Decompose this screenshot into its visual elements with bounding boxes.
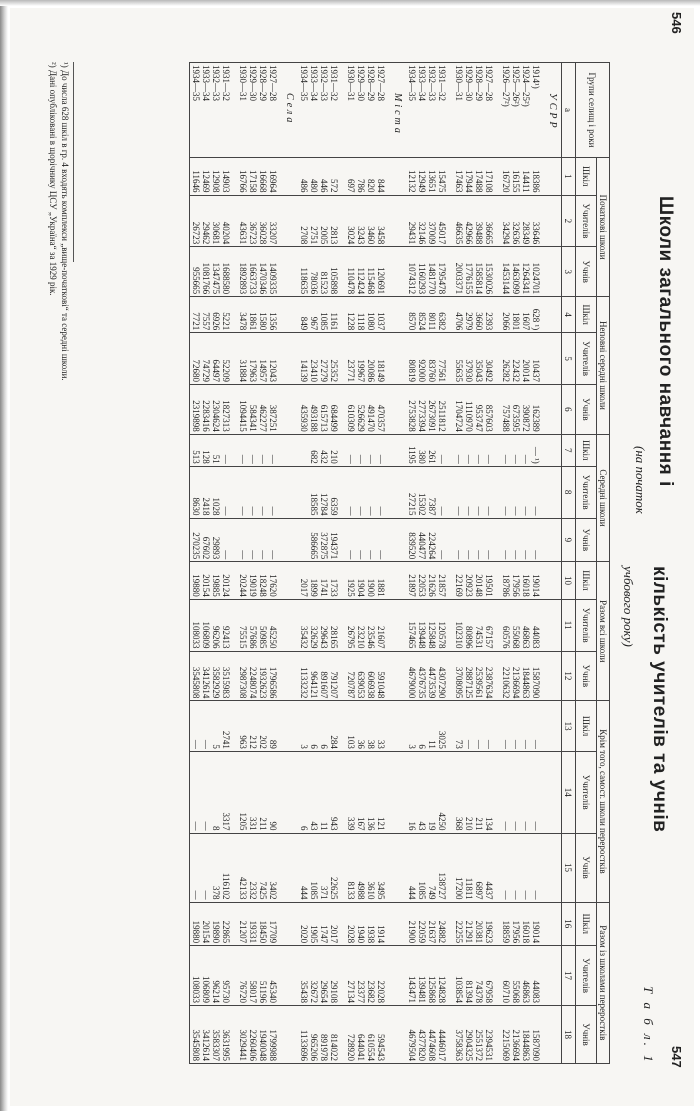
table-cell: 77561 83760 92000 80819: [406, 333, 453, 385]
column-number: 6: [562, 384, 576, 434]
column-number: 13: [562, 701, 576, 752]
table-cell: 90 211 331 1205: [237, 751, 284, 833]
empty-cell: [547, 518, 562, 562]
column-number: 5: [562, 333, 576, 385]
table-cell: 33646 28349 32636 34294: [500, 195, 547, 247]
row-years-label: 1927—28 1928—29 1929—30 1930—31: [345, 63, 392, 158]
table-row-block: [190, 63, 238, 1064]
table-cell: 5221 6926 7557 7721: [190, 297, 238, 333]
empty-cell: [392, 434, 406, 466]
table-cell: 162389 390872 673595 757488: [500, 384, 547, 434]
table-cell: 1530026 1585814 1776155 2003371: [453, 247, 500, 297]
table-subtitle-left: (на початок: [633, 446, 648, 514]
table-cell: 284 6 6 3: [298, 701, 345, 752]
section-label-ussr: УСРР: [547, 63, 562, 158]
table-cell: 10437 20014 22432 26282: [500, 333, 547, 385]
empty-cell: [547, 701, 562, 752]
empty-cell: [284, 1006, 298, 1064]
subheader-schools: Шкіл: [576, 434, 597, 466]
table-cell: 2394531 2551372 2904325 3758363: [453, 1006, 500, 1064]
header-total: Разом із школами переростків: [597, 902, 610, 1063]
empty-cell: [284, 434, 298, 466]
empty-cell: [284, 384, 298, 434]
section-row: [547, 63, 562, 1064]
table-cell: 194371 372875 586665: [298, 518, 345, 562]
table-cell: 33207 36028 36723 43631: [237, 195, 284, 247]
table-cell: 470357 491470 526629 610309: [345, 384, 392, 434]
subheader-teachers: Учителів: [576, 333, 597, 385]
table-cell: 17620 18248 19019 20244: [237, 562, 284, 600]
table-cell: — — — 73: [453, 701, 500, 752]
table-cell: 1733 1741 1899 2017: [298, 562, 345, 600]
table-row-block: [345, 63, 392, 1064]
subheader-pupils: Учнів: [576, 651, 597, 701]
table-cell: 6359 12784 18585: [298, 466, 345, 518]
table-cell: 3458 3460 3243 3024: [345, 195, 392, 247]
empty-cell: [284, 466, 298, 518]
subheader-schools: Шкіл: [576, 297, 597, 333]
subheader-pupils: Учнів: [576, 1006, 597, 1064]
header-incomplete: Неповні середні школи: [597, 297, 610, 435]
table-cell: 4437 6897 11811 17200: [453, 833, 500, 902]
table-cell: 3515983 3582929 3412614 3545808: [190, 651, 238, 701]
table-cell: 16964 16668 17158 16766: [237, 158, 284, 196]
table-cell: 814022 891978 965206 1133696: [298, 1006, 345, 1064]
empty-cell: [392, 1006, 406, 1064]
table-cell: 1827313 2304624 2283416 2319898: [190, 384, 238, 434]
table-number: Т а б л. 1: [641, 986, 656, 1065]
empty-cell: [284, 599, 298, 651]
table-cell: 387251 462277 584341 1094415: [237, 384, 284, 434]
table-cell: 22865 19890 20154 19880: [190, 902, 238, 946]
table-cell: 121 136 167 339: [345, 751, 392, 833]
table-cell: 3495 3610 4988 8133: [345, 833, 392, 902]
empty-cell: [392, 562, 406, 600]
empty-cell: [547, 195, 562, 247]
table-cell: 1688580 1347475 1081766 955665: [190, 247, 238, 297]
table-cell: 134 211 210 368: [453, 751, 500, 833]
table-cell: 17108 17488 17944 17463: [453, 158, 500, 196]
table-cell: 1587090 1844863 2136694 2215069: [500, 1006, 547, 1064]
section-row: [284, 63, 298, 1064]
table-cell: — — — —: [237, 518, 284, 562]
subheader-schools: Шкіл: [576, 902, 597, 946]
row-years-label: 1927—28 1928—29 1929—30 1930—31: [237, 63, 284, 158]
table-cell: — 29893 67602 270235: [190, 518, 238, 562]
section-row: [392, 63, 406, 1064]
table-cell: — 51 128 513: [190, 434, 238, 466]
column-number: 11: [562, 599, 576, 651]
empty-cell: [284, 701, 298, 752]
table-cell: 572 446 480 486: [298, 158, 345, 196]
column-number: 18: [562, 1006, 576, 1064]
table-cell: — — — —: [500, 466, 547, 518]
empty-cell: [547, 562, 562, 600]
table-cell: — 1028 2418 8630: [190, 466, 238, 518]
header-secondary: Середні школи: [597, 434, 610, 561]
empty-cell: [392, 946, 406, 1006]
empty-cell: [284, 195, 298, 247]
empty-cell: [392, 701, 406, 752]
table-cell: 36665 39488 42966 46635: [453, 195, 500, 247]
table-cell: — 7387 15302 27215: [406, 466, 453, 518]
table-row-block: [237, 63, 284, 1064]
subheader-pupils: Учнів: [576, 833, 597, 902]
table-cell: 1356 1580 1861 3478: [237, 297, 284, 333]
table-cell: 591048 606938 639053 720787: [345, 651, 392, 701]
row-years-label: 1927—28 1928—29 1929—30 1930—31: [453, 63, 500, 158]
table-title-left: Школи загального навчання і: [655, 196, 676, 487]
table-cell: 21607 23546 23210 26795: [345, 599, 392, 651]
column-number: 8: [562, 466, 576, 518]
column-number: 10: [562, 562, 576, 600]
table-cell: 28165 29643 32629 35432: [298, 599, 345, 651]
table-cell: 628 ¹) 1607 1801 2066: [500, 297, 547, 333]
empty-cell: [392, 833, 406, 902]
footnote-1: ¹) До числа 628 шкіл в гр. 4 входять комплекси „вище-початкові“ та середні школи.: [60, 62, 70, 381]
column-number: 17: [562, 946, 576, 1006]
table-cell: 2511812 2673091 2773394 2753828: [406, 384, 453, 434]
table-cell: 1587090 1844863 2136694 2210632: [500, 651, 547, 701]
table-cell: 21857 21626 22053 21897: [406, 562, 453, 600]
header-primary: Початкові школи: [597, 158, 610, 297]
section-label-cities: Міста: [392, 63, 406, 158]
section-label-villages: Села: [284, 63, 298, 158]
table-cell: — — — —: [453, 466, 500, 518]
table-cell: 2393 3660 2979 4706: [453, 297, 500, 333]
column-number: 7: [562, 434, 576, 466]
empty-cell: [547, 466, 562, 518]
table-cell: 25352 27279 23410 14139: [298, 333, 345, 385]
table-cell: 3402 7425 2332 42133: [237, 833, 284, 902]
table-cell: 15475 13651 12949 12132: [406, 158, 453, 196]
table-cell: 1914 1938 1940 2028: [345, 902, 392, 946]
table-cell: 4446017 4474608 4377820 4679504: [406, 1006, 453, 1064]
table-cell: — — — —: [345, 434, 392, 466]
table-cell: 1024701 1264341 1463099 1453144: [500, 247, 547, 297]
table-cell: 4307290 4473539 4376735 4679000: [406, 651, 453, 701]
empty-cell: [547, 833, 562, 902]
empty-cell: [547, 247, 562, 297]
table-cell: — — — —: [345, 466, 392, 518]
footnote-rule: [73, 62, 74, 262]
empty-cell: [547, 333, 562, 385]
table-title-right: кількість учителів та учнів: [649, 566, 670, 833]
table-cell: 3317 8 — —: [190, 751, 238, 833]
table-cell: 67958 74378 81394 103854: [453, 946, 500, 1006]
table-cell: 17709 18450 19331 21207: [237, 902, 284, 946]
table-cell: 857603 953747 1110970 1704724: [453, 384, 500, 434]
table-row-block: [298, 63, 345, 1064]
table-cell: 1409335 1470346 1663733 1892893: [237, 247, 284, 297]
table-cell: 1796586 1932623 2248074 2987308: [237, 651, 284, 701]
row-years-label: 1914¹) 1924—25²) 1925—26²) 1926—27²): [500, 63, 547, 158]
empty-cell: [547, 599, 562, 651]
empty-cell: [284, 247, 298, 297]
footnote-2: ²) Дані опубліковані в щорічнику ЦСУ „Україна“ за 1929 рік.: [48, 62, 58, 296]
empty-cell: [284, 333, 298, 385]
column-number: 9: [562, 518, 576, 562]
table-cell: — — — —: [237, 434, 284, 466]
table-subtitle-right: учбового року): [621, 566, 636, 647]
table-cell: 1037 1080 1118 1228: [345, 297, 392, 333]
table-cell: 22625 371 1085 444: [298, 833, 345, 902]
table-cell: — — — —: [500, 518, 547, 562]
empty-cell: [392, 297, 406, 333]
empty-cell: [284, 833, 298, 902]
table-row-block: [500, 63, 547, 1064]
table-cell: 138727 749 1085 444: [406, 833, 453, 902]
column-number: 16: [562, 902, 576, 946]
table-cell: 45017 37009 32146 29431: [406, 195, 453, 247]
empty-cell: [547, 946, 562, 1006]
rotated-page-content: [30, 6, 690, 1086]
header-all: Разом всі школи: [597, 562, 610, 701]
row-years-label: 1931—32 1932—33 1933—34 1934—35: [406, 63, 453, 158]
table-cell: — — — —: [500, 701, 547, 752]
table-cell: — — — —: [345, 518, 392, 562]
subheader-pupils: Учнів: [576, 518, 597, 562]
page-number-left: 546: [669, 12, 684, 34]
table-cell: 1799988 1940048 2260406 3029441: [237, 1006, 284, 1064]
empty-cell: [284, 297, 298, 333]
table-cell: 2741 5 — —: [190, 701, 238, 752]
subheader-teachers: Учителів: [576, 466, 597, 518]
table-cell: — — — —: [237, 466, 284, 518]
table-cell: 45250 50985 57686 75515: [237, 599, 284, 651]
empty-cell: [547, 297, 562, 333]
empty-cell: [547, 902, 562, 946]
table-cell: 594543 610554 644041 728920: [345, 1006, 392, 1064]
empty-cell: [392, 651, 406, 701]
table-cell: 2017 1747 1905 2020: [298, 902, 345, 946]
subheader-pupils: Учнів: [576, 384, 597, 434]
table-cell: — — — —: [453, 518, 500, 562]
column-number: 15: [562, 833, 576, 902]
table-cell: 52209 64497 74729 72680: [190, 333, 238, 385]
empty-cell: [392, 195, 406, 247]
empty-cell: [392, 466, 406, 518]
subheader-pupils: Учнів: [576, 247, 597, 297]
empty-cell: [392, 599, 406, 651]
table-cell: 40204 30681 29462 26723: [190, 195, 238, 247]
table-cell: 67157 74531 80896 102310: [453, 599, 500, 651]
table-cell: 124828 125868 139481 143471: [406, 946, 453, 1006]
table-cell: 19014 16018 17956 18786: [500, 562, 547, 600]
schools-statistics-table: [189, 62, 610, 1064]
header-group: Групи селищ і роки: [576, 63, 610, 158]
empty-cell: [547, 384, 562, 434]
table-cell: 19623 20381 21291 22255: [453, 902, 500, 946]
row-years-label: 1931—32 1932—33 1933—34 1934—35: [190, 63, 238, 158]
table-cell: 44083 46863 55068 60710: [500, 946, 547, 1006]
table-cell: 844 820 786 697: [345, 158, 392, 196]
subheader-schools: Шкіл: [576, 701, 597, 752]
table-cell: 19014 16018 17956 18859: [500, 902, 547, 946]
table-cell: — 261 380 1195: [406, 434, 453, 466]
subheader-schools: Шкіл: [576, 562, 597, 600]
table-row-block: [406, 63, 453, 1064]
table-cell: 3631995 3583307 3412614 3545808: [190, 1006, 238, 1064]
column-number: 12: [562, 651, 576, 701]
table-cell: 120691 115468 112424 110478: [345, 247, 392, 297]
subheader-schools: Шкіл: [576, 158, 597, 196]
table-cell: 1881 1900 1904 1925: [345, 562, 392, 600]
table-cell: 116102 378 — —: [190, 833, 238, 902]
subheader-teachers: Учителів: [576, 946, 597, 1006]
empty-cell: [392, 518, 406, 562]
table-cell: 30492 35043 37930 55635: [453, 333, 500, 385]
table-cell: 105898 81523 78036 118635: [298, 247, 345, 297]
empty-cell: [284, 751, 298, 833]
table-cell: 95730 96214 106809 108033: [190, 946, 238, 1006]
table-cell: 3025 11 6 3: [406, 701, 453, 752]
table-cell: 14903 12908 12469 11646: [190, 158, 238, 196]
column-number: 2: [562, 195, 576, 247]
empty-cell: [547, 1006, 562, 1064]
table-cell: 120578 125848 139448 157465: [406, 599, 453, 651]
empty-cell: [392, 158, 406, 196]
header-extra: Крім того, самост. школи переростків: [597, 701, 610, 902]
empty-cell: [392, 384, 406, 434]
empty-cell: [284, 518, 298, 562]
empty-cell: [392, 902, 406, 946]
table-cell: 29108 29654 32672 35438: [298, 946, 345, 1006]
page-number-right: 547: [669, 1046, 684, 1068]
empty-cell: [392, 751, 406, 833]
empty-cell: [284, 651, 298, 701]
table-cell: 210 432 682: [298, 434, 345, 466]
table-cell: 943 11 43 6: [298, 751, 345, 833]
table-cell: 791207 891607 964121 1133232: [298, 651, 345, 701]
column-number: 4: [562, 297, 576, 333]
table-cell: 24882 21637 22059 21900: [406, 902, 453, 946]
empty-cell: [284, 562, 298, 600]
table-cell: 6382 8011 8524 8570: [406, 297, 453, 333]
table-cell: 44083 46863 55068 60576: [500, 599, 547, 651]
table-cell: 19501 20148 20923 22169: [453, 562, 500, 600]
table-cell: — — — —: [500, 833, 547, 902]
table-cell: — — — —: [453, 434, 500, 466]
table-cell: — 224264 440477 839520: [406, 518, 453, 562]
table-cell: 1161 1085 967 849: [298, 297, 345, 333]
table-cell: 20124 19885 20154 19880: [190, 562, 238, 600]
table-cell: 684499 615713 493188 435930: [298, 384, 345, 434]
table-cell: 33 38 36 103: [345, 701, 392, 752]
table-cell: — ¹) — — —: [500, 434, 547, 466]
table-cell: 92413 96206 106809 108033: [190, 599, 238, 651]
empty-cell: [284, 158, 298, 196]
table-cell: — — — —: [500, 751, 547, 833]
empty-cell: [392, 247, 406, 297]
row-years-label: 1931—32 1932—33 1933—34 1934—35: [298, 63, 345, 158]
table-cell: 22028 23682 23377 27134: [345, 946, 392, 1006]
table-cell: 4250 19 43 16: [406, 751, 453, 833]
table-cell: 18149 20086 19967 23771: [345, 333, 392, 385]
table-cell: 45340 51196 58017 76720: [237, 946, 284, 1006]
subheader-teachers: Учителів: [576, 751, 597, 833]
empty-cell: [284, 902, 298, 946]
column-number: а: [562, 63, 576, 158]
table-cell: 89 202 212 963: [237, 701, 284, 752]
column-number: 1: [562, 158, 576, 196]
empty-cell: [547, 651, 562, 701]
empty-cell: [547, 751, 562, 833]
column-number: 3: [562, 247, 576, 297]
subheader-teachers: Учителів: [576, 599, 597, 651]
empty-cell: [284, 946, 298, 1006]
empty-cell: [547, 158, 562, 196]
table-cell: 1795478 1481770 1160293 1074312: [406, 247, 453, 297]
table-row-block: [453, 63, 500, 1064]
table-cell: 18386 14411 16155 16720: [500, 158, 547, 196]
table-cell: 2813 2005 2751 2708: [298, 195, 345, 247]
scan-binding-shadow: [0, 0, 8, 1111]
subheader-teachers: Учителів: [576, 195, 597, 247]
table-cell: 12043 14957 17963 31884: [237, 333, 284, 385]
empty-cell: [547, 434, 562, 466]
table-cell: 2387634 2539561 2887125 3708095: [453, 651, 500, 701]
column-number: 14: [562, 751, 576, 833]
empty-cell: [392, 333, 406, 385]
